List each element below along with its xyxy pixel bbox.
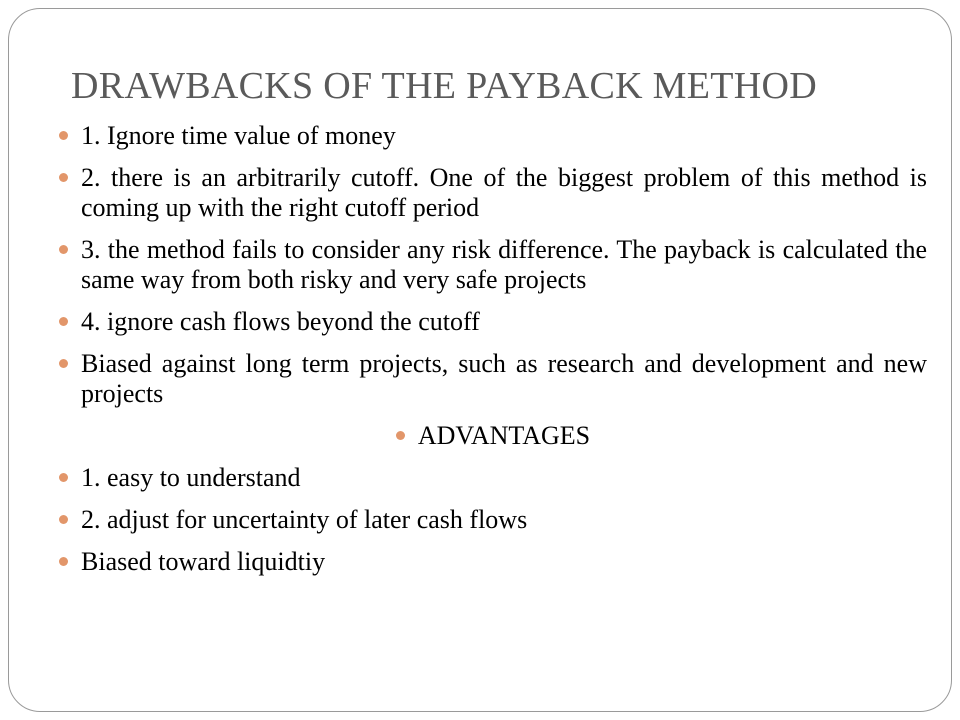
- bullet-dot-icon: [396, 431, 405, 440]
- bullet-dot-icon: [59, 317, 68, 326]
- bullet-dot-icon: [59, 359, 68, 368]
- slide-title: DRAWBACKS OF THE PAYBACK METHOD: [71, 65, 817, 107]
- bullet-item: [59, 163, 927, 223]
- bullet-dot-icon: [59, 131, 68, 140]
- bullet-item: [59, 235, 927, 295]
- bullet-text: 2. adjust for uncertainty of later cash flows: [81, 505, 528, 534]
- bullet-item: [59, 505, 927, 535]
- bullet-list: [59, 121, 927, 589]
- bullet-item: [59, 307, 927, 337]
- bullet-text: 2. there is an arbitrarily cutoff. One of the biggest problem of this method is coming up with the right cutoff period: [81, 163, 927, 222]
- bullet-item: [59, 349, 927, 409]
- bullet-text: 1. Ignore time value of money: [81, 121, 396, 150]
- advantages-heading: [59, 421, 927, 451]
- bullet-item: [59, 121, 927, 151]
- bullet-item: [59, 463, 927, 493]
- bullet-dot-icon: [59, 245, 68, 254]
- bullet-text: 1. easy to understand: [81, 463, 301, 492]
- bullet-dot-icon: [59, 557, 68, 566]
- bullet-dot-icon: [59, 473, 68, 482]
- bullet-item: [59, 547, 927, 577]
- bullet-dot-icon: [59, 515, 68, 524]
- bullet-text: ADVANTAGES: [417, 421, 591, 450]
- bullet-text: 4. ignore cash flows beyond the cutoff: [81, 307, 480, 336]
- slide-frame: [8, 8, 952, 712]
- bullet-text: Biased toward liquidtiy: [81, 547, 326, 576]
- bullet-text: Biased against long term projects, such as research and development and new projects: [81, 349, 927, 408]
- bullet-text: 3. the method fails to consider any risk difference. The payback is calculated the same way from both risky and very safe projects: [81, 235, 927, 294]
- bullet-dot-icon: [59, 173, 68, 182]
